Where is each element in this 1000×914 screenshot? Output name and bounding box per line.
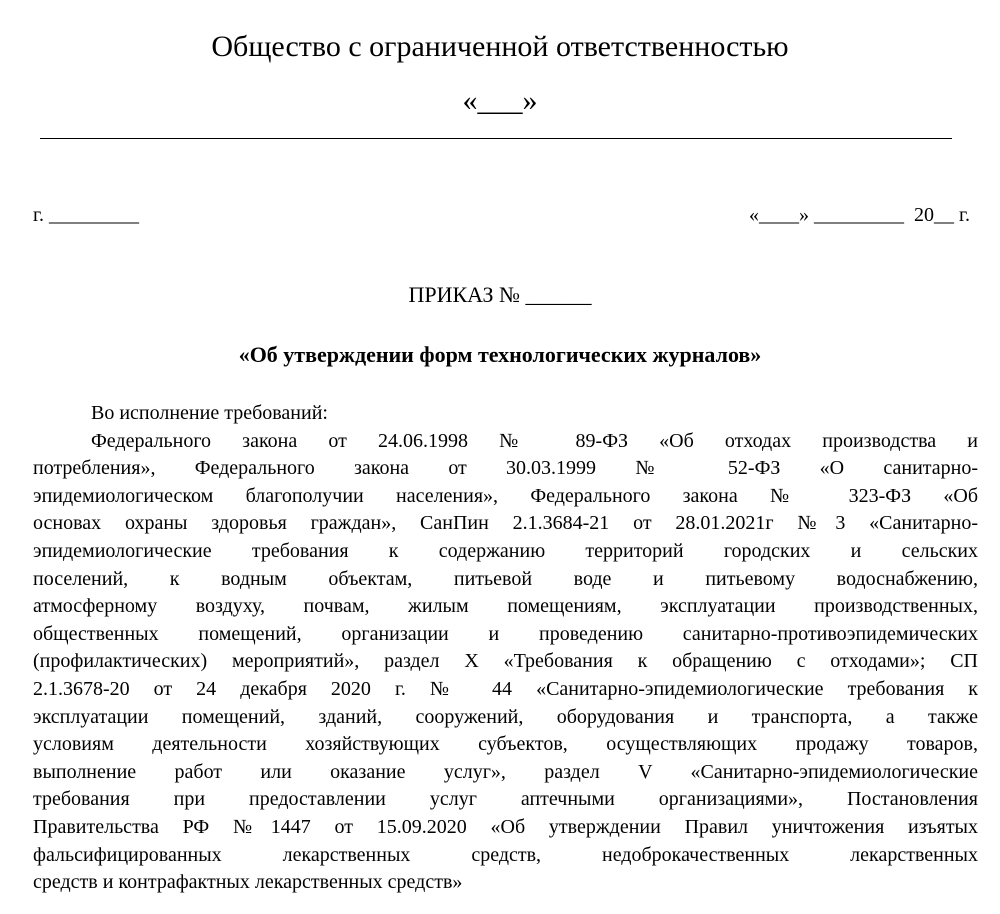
body-line: фальсифицированных лекарственных средств, недоброкачественных лекарственных [33,843,978,866]
body-intro: Во исполнение требований: [91,402,328,424]
body-line: эксплуатации помещений, зданий, сооружений, оборудования и транспорта, а также [33,705,978,728]
city-field: г. _________ [33,204,139,226]
body-line: поселений, к водным объектам, питьевой воде и питьевому водоснабжению, [33,567,978,590]
organization-name-placeholder: «___» [462,84,538,117]
body-line: общественных помещений, организации и проведению санитарно-противоэпидемических [33,622,978,645]
date-field: «____» _________ 20__ г. [749,204,970,226]
body-line: атмосферному воздуху, почвам, жилым помещениям, эксплуатации производственных, [33,595,978,618]
body-line: требования при предоставлении услуг аптечными организациями», Постановления [33,788,978,811]
body-line: средств и контрафактных лекарственных средств» [33,871,463,894]
body-line: (профилактических) мероприятий», раздел X «Требования к обращению с отходами»; СП [33,650,978,673]
body-line: Федерального закона от 24.06.1998 № 89-ФЗ «Об отходах производства и [91,429,978,452]
body-line: эпидемиологические требования к содержанию территорий городских и сельских [33,539,978,562]
header-divider [40,138,952,139]
body-line: потребления», Федерального закона от 30.03.1999 № 52-ФЗ «О санитарно- [33,457,978,480]
organization-heading: Общество с ограниченной ответственностью [211,30,789,63]
body-line: 2.1.3678-20 от 24 декабря 2020 г. № 44 «Санитарно-эпидемиологические требования к [33,677,978,700]
order-body [33,400,978,897]
order-number: ПРИКАЗ № ______ [408,282,592,307]
body-line: основах охраны здоровья граждан», СанПин 2.1.3684-21 от 28.01.2021г №3 «Санитарно- [33,512,978,535]
body-line: Правительства РФ №1447 от 15.09.2020 «Об утверждении Правил уничтожения изъятых [33,815,978,838]
body-line: выполнение работ или оказание услуг», раздел V «Санитарно-эпидемиологические [33,760,978,783]
body-line: эпидемиологическом благополучии населения», Федерального закона № 323-ФЗ «Об [33,484,978,507]
body-line: условиям деятельности хозяйствующих субъектов, осуществляющих продажу товаров, [33,733,978,756]
order-title: «Об утверждении форм технологических журналов» [238,342,762,367]
